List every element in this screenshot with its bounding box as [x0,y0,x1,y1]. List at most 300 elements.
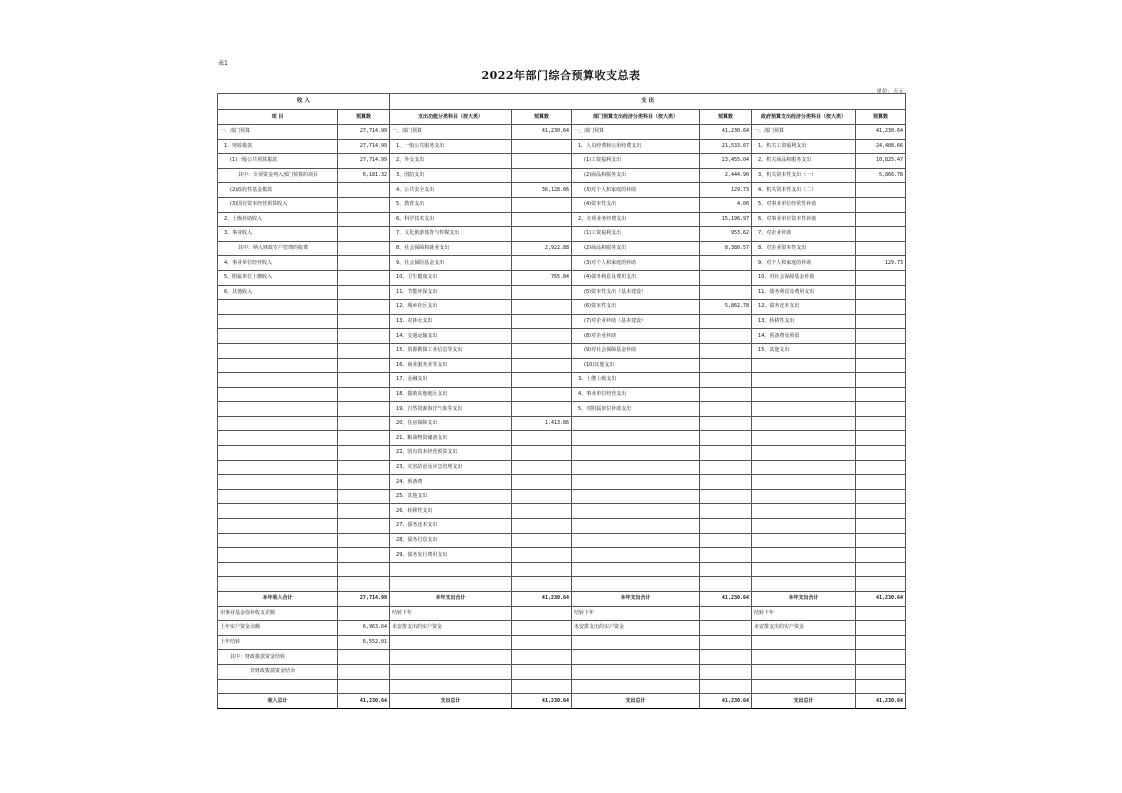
func-value-cell [512,679,572,694]
dept-econ-item-cell [572,577,700,592]
table-row [218,635,906,650]
func-item-cell: 25、其他支出 [390,489,512,504]
dept-econ-item-cell: (2)商品和服务支出 [572,168,700,183]
func-item-cell: 9、社会保险基金支出 [390,256,512,271]
dept-econ-value-cell: 21,533.67 [700,139,752,154]
dept-econ-value-cell [700,460,752,475]
income-value-cell [338,475,390,490]
gov-econ-value-cell [856,577,906,592]
gov-econ-item-cell: 4、机关资本性支出（二） [752,183,856,198]
dept-econ-value-cell: 5,862.78 [700,300,752,315]
income-value-cell [338,329,390,344]
dept-econ-item-cell [572,548,700,563]
dept-econ-item-cell: 5、对附属单位补助支出 [572,402,700,417]
gov-econ-value-cell [856,489,906,504]
func-item-cell: 7、文化旅游体育与传媒支出 [390,227,512,242]
func-item-cell: 5、教育支出 [390,197,512,212]
table-row [218,504,906,519]
gov-econ-value-cell [856,212,906,227]
year-income-label: 本年收入合计 [218,592,338,607]
income-value-cell [338,679,390,694]
dept-econ-value-cell [700,679,752,694]
expense-total-label: 支出总计 [752,694,856,709]
func-item-cell: 1、一般公共服务支出 [390,139,512,154]
gov-econ-value-cell [856,635,906,650]
dept-econ-item-cell [572,650,700,665]
func-item-cell: 24、预备费 [390,475,512,490]
income-total-value: 41,230.64 [338,694,390,709]
dept-econ-value-cell [700,373,752,388]
gov-econ-value-cell [856,548,906,563]
income-value-cell [338,548,390,563]
dept-econ-item-cell: 3、上缴上级支出 [572,373,700,388]
col-func-header: 支出功能分类科目（按大类） [390,110,512,125]
func-item-cell: 11、节能环保支出 [390,285,512,300]
income-item-cell [218,358,338,373]
expense-group-header: 支 出 [390,94,906,110]
table-row [218,416,906,431]
gov-econ-value-cell [856,533,906,548]
gov-econ-item-cell: 7、对企业补助 [752,227,856,242]
table-row [218,519,906,534]
dept-econ-item-cell [572,679,700,694]
gov-econ-item-cell [752,562,856,577]
col-dept-econ-header: 部门预算支出经济分类科目（按大类） [572,110,700,125]
gov-econ-item-cell [752,650,856,665]
gov-econ-item-cell: 2、机关商品和服务支出 [752,154,856,169]
income-item-cell [218,562,338,577]
gov-econ-item-cell [752,416,856,431]
func-item-cell: 14、交通运输支出 [390,329,512,344]
dept-econ-item-cell [572,431,700,446]
col-budget-header: 预算数 [512,110,572,125]
func-value-cell [512,154,572,169]
income-value-cell [338,241,390,256]
gov-econ-item-cell [752,679,856,694]
func-value-cell [512,475,572,490]
income-total-label: 收入总计 [218,694,338,709]
func-value-cell [512,460,572,475]
income-value-cell [338,270,390,285]
dept-econ-item-cell: 一、部门预算 [572,125,700,140]
income-value-cell [338,504,390,519]
func-item-cell: 2、外交支出 [390,154,512,169]
expense-total-label: 支出总计 [572,694,700,709]
func-value-cell [512,635,572,650]
gov-econ-value-cell [856,650,906,665]
func-item-cell: 27、债务还本支出 [390,519,512,534]
func-item-cell [390,635,512,650]
table-row [218,329,906,344]
func-value-cell [512,548,572,563]
gov-econ-item-cell [752,504,856,519]
gov-econ-item-cell: 11、债务利息及费用支出 [752,285,856,300]
income-item-cell [218,300,338,315]
func-item-cell: 16、商业服务业等支出 [390,358,512,373]
table-row [218,241,906,256]
gov-econ-value-cell [856,300,906,315]
dept-econ-item-cell: 结转下年 [572,606,700,621]
gov-econ-value-cell [856,562,906,577]
gov-econ-value-cell [856,183,906,198]
dept-econ-value-cell [700,489,752,504]
dept-econ-value-cell [700,548,752,563]
dept-econ-value-cell [700,533,752,548]
dept-econ-value-cell [700,606,752,621]
income-value-cell: 6,181.32 [338,168,390,183]
dept-econ-value-cell: 129.73 [700,183,752,198]
year-expense-gov-value: 41,230.64 [856,592,906,607]
func-value-cell [512,533,572,548]
gov-econ-item-cell [752,373,856,388]
dept-econ-item-cell: (7)对企业补助（基本建设） [572,314,700,329]
func-item-cell: 20、住房保障支出 [390,416,512,431]
table-row [218,548,906,563]
gov-econ-item-cell: 一、部门预算 [752,125,856,140]
income-value-cell [338,373,390,388]
dept-econ-value-cell [700,358,752,373]
income-item-cell [218,460,338,475]
dept-econ-item-cell [572,664,700,679]
dept-econ-value-cell [700,562,752,577]
func-value-cell [512,227,572,242]
income-value-cell [338,285,390,300]
dept-econ-value-cell: 4.00 [700,197,752,212]
gov-econ-value-cell: 24,408.66 [856,139,906,154]
func-value-cell: 765.84 [512,270,572,285]
func-value-cell [512,387,572,402]
gov-econ-value-cell [856,329,906,344]
func-value-cell [512,358,572,373]
table-row [218,679,906,694]
dept-econ-value-cell [700,285,752,300]
func-value-cell [512,504,572,519]
func-value-cell: 36,128.06 [512,183,572,198]
income-item-cell [218,504,338,519]
table-row [218,533,906,548]
gov-econ-item-cell: 14、预备费及预留 [752,329,856,344]
col-budget-header: 预算数 [338,110,390,125]
dept-econ-value-cell: 8,380.57 [700,241,752,256]
dept-econ-value-cell [700,343,752,358]
dept-econ-item-cell: 未安排支出的实户资金 [572,621,700,636]
dept-econ-value-cell [700,431,752,446]
func-item-cell: 3、国防支出 [390,168,512,183]
func-value-cell [512,431,572,446]
income-item-cell [218,387,338,402]
dept-econ-item-cell [572,475,700,490]
table-row [218,227,906,242]
gov-econ-item-cell: 3、机关资本性支出（一） [752,168,856,183]
dept-econ-value-cell [700,519,752,534]
gov-econ-value-cell [856,197,906,212]
income-value-cell [338,489,390,504]
col-budget-header: 预算数 [856,110,906,125]
gov-econ-item-cell: 12、债务还本支出 [752,300,856,315]
func-item-cell: 26、转移性支出 [390,504,512,519]
func-value-cell [512,168,572,183]
gov-econ-value-cell [856,460,906,475]
column-header-row [218,110,906,125]
income-value-cell [338,227,390,242]
dept-econ-value-cell: 15,196.97 [700,212,752,227]
dept-econ-value-cell: 953.62 [700,227,752,242]
gov-econ-item-cell: 结转下年 [752,606,856,621]
func-item-cell [390,650,512,665]
func-item-cell: 22、国有资本经营预算支出 [390,446,512,461]
gov-econ-value-cell [856,606,906,621]
gov-econ-item-cell [752,431,856,446]
gov-econ-item-cell: 8、对企业资本性支出 [752,241,856,256]
income-value-cell [338,314,390,329]
dept-econ-item-cell: 4、事业单位经营支出 [572,387,700,402]
dept-econ-item-cell [572,562,700,577]
income-value-cell [338,446,390,461]
col-item-header: 项 目 [218,110,338,125]
func-value-cell: 2,922.88 [512,241,572,256]
dept-econ-item-cell: (3)对个人和家庭的补助 [572,183,700,198]
gov-econ-item-cell [752,635,856,650]
func-value-cell [512,606,572,621]
gov-econ-item-cell: 未安排支出的实户资金 [752,621,856,636]
table-row [218,358,906,373]
func-item-cell: 6、科学技术支出 [390,212,512,227]
func-value-cell [512,489,572,504]
table-row [218,606,906,621]
income-group-header: 收 入 [218,94,390,110]
gov-econ-item-cell [752,664,856,679]
dept-econ-item-cell: 2、专项业务经费支出 [572,212,700,227]
gov-econ-value-cell [856,621,906,636]
gov-econ-value-cell [856,314,906,329]
func-value-cell [512,329,572,344]
income-item-cell [218,402,338,417]
income-item-cell: 其中：专项资金列入部门预算的项目 [218,168,338,183]
year-expense-func-value: 41,230.64 [512,592,572,607]
dept-econ-value-cell [700,314,752,329]
dept-econ-value-cell [700,621,752,636]
table-row [218,183,906,198]
table-row [218,577,906,592]
dept-econ-value-cell [700,416,752,431]
income-value-cell [338,183,390,198]
func-value-cell [512,314,572,329]
gov-econ-value-cell: 41,230.64 [856,125,906,140]
gov-econ-item-cell: 10、对社会保障基金补助 [752,270,856,285]
table-row [218,373,906,388]
income-item-cell [218,431,338,446]
income-value-cell [338,562,390,577]
func-item-cell: 28、债务付息支出 [390,533,512,548]
gov-econ-item-cell: 15、其他支出 [752,343,856,358]
gov-econ-item-cell: 5、对事业单位经常性补助 [752,197,856,212]
income-item-cell [218,416,338,431]
income-item-cell: 3、事业收入 [218,227,338,242]
dept-econ-item-cell: (4)债务利息及费用支出 [572,270,700,285]
expense-total-dept-value: 41,230.64 [700,694,752,709]
table-tag: 表1 [218,60,228,67]
func-item-cell [390,664,512,679]
expense-total-gov-value: 41,230.64 [856,694,906,709]
dept-econ-value-cell: 2,444.90 [700,168,752,183]
income-value-cell [338,387,390,402]
dept-econ-item-cell: (10)其他支出 [572,358,700,373]
dept-econ-item-cell [572,504,700,519]
dept-econ-value-cell [700,402,752,417]
income-item-cell: 1、财政拨款 [218,139,338,154]
dept-econ-value-cell: 41,230.64 [700,125,752,140]
table-row [218,431,906,446]
dept-econ-value-cell [700,577,752,592]
dept-econ-item-cell [572,460,700,475]
gov-econ-item-cell [752,387,856,402]
income-value-cell [338,650,390,665]
gov-econ-value-cell [856,343,906,358]
income-value-cell [338,358,390,373]
income-item-cell: (1)一般公共预算拨款 [218,154,338,169]
gov-econ-value-cell [856,285,906,300]
year-total-row [218,592,906,607]
func-value-cell [512,197,572,212]
year-expense-label: 本年支出合计 [752,592,856,607]
income-value-cell [338,533,390,548]
income-value-cell [338,519,390,534]
year-expense-label: 本年支出合计 [572,592,700,607]
gov-econ-item-cell [752,489,856,504]
income-item-cell [218,475,338,490]
func-item-cell: 4、公共安全支出 [390,183,512,198]
table-row [218,475,906,490]
gov-econ-item-cell [752,475,856,490]
income-item-cell: 其中：财政拨款资金结转 [218,650,338,665]
table-row [218,387,906,402]
income-item-cell [218,343,338,358]
table-row [218,154,906,169]
income-item-cell [218,577,338,592]
income-item-cell: 用事业基金弥补收支差额 [218,606,338,621]
func-item-cell: 12、城乡社区支出 [390,300,512,315]
dept-econ-item-cell: (3)对个人和家庭的补助 [572,256,700,271]
income-value-cell [338,606,390,621]
table-row [218,125,906,140]
table-row [218,460,906,475]
gov-econ-item-cell [752,548,856,563]
gov-econ-value-cell: 10,825.47 [856,154,906,169]
table-row [218,212,906,227]
income-value-cell [338,460,390,475]
income-value-cell: 6,552.01 [338,635,390,650]
dept-econ-value-cell [700,256,752,271]
func-item-cell: 10、卫生健康支出 [390,270,512,285]
gov-econ-item-cell: 9、对个人和家庭的补助 [752,256,856,271]
func-item-cell [390,577,512,592]
income-value-cell [338,343,390,358]
income-item-cell: 5、附属单位上缴收入 [218,270,338,285]
dept-econ-item-cell: (6)资本性支出 [572,300,700,315]
income-item-cell: 其中：纳入财政专户管理的收费 [218,241,338,256]
func-value-cell [512,300,572,315]
gov-econ-item-cell [752,533,856,548]
dept-econ-value-cell [700,387,752,402]
year-expense-dept-value: 41,230.64 [700,592,752,607]
func-item-cell: 29、债务发行费用支出 [390,548,512,563]
func-value-cell [512,519,572,534]
income-item-cell [218,519,338,534]
income-item-cell [218,679,338,694]
gov-econ-value-cell [856,664,906,679]
func-item-cell: 15、资源勘探工业信息等支出 [390,343,512,358]
func-item-cell: 23、灾害防治及应急管理支出 [390,460,512,475]
func-value-cell [512,402,572,417]
func-value-cell [512,562,572,577]
budget-summary-table [217,93,906,709]
income-value-cell: 27,714.99 [338,139,390,154]
dept-econ-value-cell: 23,455.04 [700,154,752,169]
income-value-cell [338,664,390,679]
income-item-cell: 上年实户资金余额 [218,621,338,636]
dept-econ-item-cell [572,635,700,650]
dept-econ-item-cell: (5)资本性支出（基本建设） [572,285,700,300]
func-item-cell: 未安排支出的实户资金 [390,621,512,636]
table-row [218,256,906,271]
expense-total-label: 支出总计 [390,694,512,709]
func-value-cell [512,577,572,592]
dept-econ-item-cell: 1、人员经费和公用经费支出 [572,139,700,154]
income-value-cell [338,197,390,212]
income-value-cell [338,416,390,431]
income-value-cell: 6,963.64 [338,621,390,636]
gov-econ-value-cell [856,402,906,417]
gov-econ-value-cell [856,519,906,534]
gov-econ-value-cell: 5,866.78 [856,168,906,183]
table-row [218,197,906,212]
dept-econ-item-cell: (1)工资福利支出 [572,227,700,242]
table-row [218,168,906,183]
gov-econ-value-cell [856,270,906,285]
func-item-cell: 19、自然资源海洋气象等支出 [390,402,512,417]
gov-econ-item-cell [752,460,856,475]
income-value-cell: 27,714.99 [338,125,390,140]
table-row [218,489,906,504]
func-item-cell: 结转下年 [390,606,512,621]
grand-total-row [218,694,906,709]
income-item-cell [218,489,338,504]
func-item-cell: 18、援助其他地区支出 [390,387,512,402]
table-row [218,343,906,358]
gov-econ-item-cell: 13、转移性支出 [752,314,856,329]
gov-econ-item-cell [752,358,856,373]
income-value-cell [338,300,390,315]
dept-econ-value-cell [700,504,752,519]
dept-econ-item-cell [572,416,700,431]
income-item-cell: 4、事业单位经营收入 [218,256,338,271]
table-row [218,650,906,665]
gov-econ-item-cell [752,519,856,534]
table-row [218,621,906,636]
income-item-cell: 2、上级补助收入 [218,212,338,227]
income-item-cell: 6、其他收入 [218,285,338,300]
table-row [218,314,906,329]
func-item-cell [390,562,512,577]
func-item-cell [390,679,512,694]
income-value-cell [338,212,390,227]
gov-econ-item-cell [752,402,856,417]
gov-econ-value-cell [856,416,906,431]
dept-econ-item-cell: (2)商品和服务支出 [572,241,700,256]
income-item-cell [218,446,338,461]
page-title: 2022年部门综合预算收支总表 [481,69,641,82]
col-gov-econ-header: 政府预算支出经济分类科目（按大类） [752,110,856,125]
